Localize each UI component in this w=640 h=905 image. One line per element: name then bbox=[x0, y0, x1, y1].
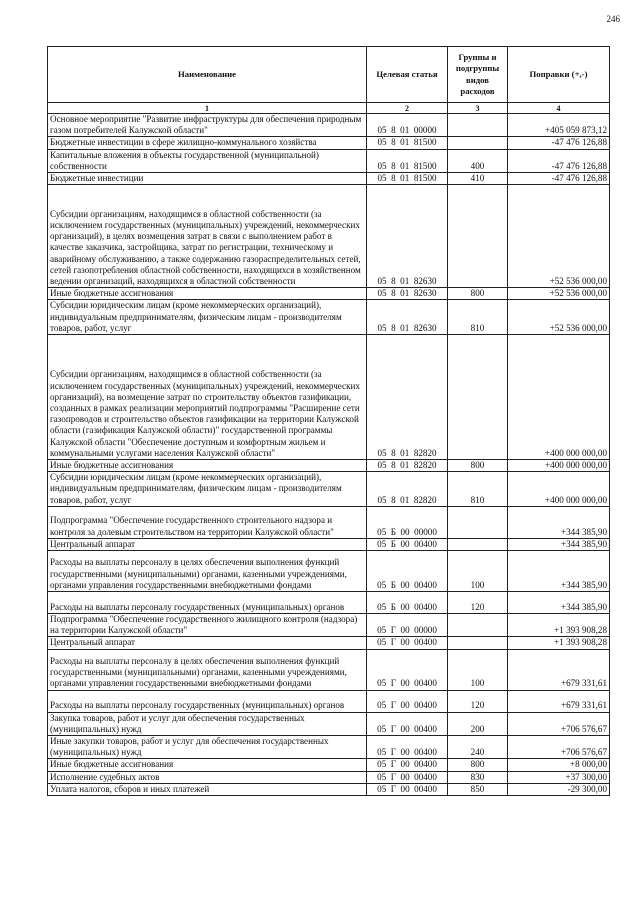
row-target-article-cell: 05 8 01 82630 bbox=[367, 288, 448, 300]
row-target-article-cell: 05 8 01 81500 bbox=[367, 149, 448, 172]
row-expense-group-cell bbox=[448, 614, 508, 637]
row-amendment-cell: +1 393 908,28 bbox=[508, 614, 610, 637]
row-expense-group-cell: 200 bbox=[448, 712, 508, 735]
row-amendment-cell: +706 576,67 bbox=[508, 712, 610, 735]
table-row bbox=[48, 185, 610, 288]
row-amendment-cell: +679 331,61 bbox=[508, 649, 610, 690]
row-expense-group-cell bbox=[448, 137, 508, 149]
row-expense-group-cell: 810 bbox=[448, 472, 508, 507]
row-name-cell: Центральный аппарат bbox=[48, 538, 367, 550]
row-name-cell: Расходы на выплаты персоналу государственных (муниципальных) органов bbox=[48, 592, 367, 614]
row-name-cell: Иные бюджетные ассигнования bbox=[48, 460, 367, 472]
row-target-article-cell: 05 Г 00 00000 bbox=[367, 614, 448, 637]
row-amendment-cell: -47 476 126,88 bbox=[508, 149, 610, 172]
header-expense-groups: Группы и подгруппы видов расходов bbox=[448, 47, 508, 103]
row-target-article-cell: 05 8 01 82820 bbox=[367, 472, 448, 507]
row-amendment-cell: +344 385,90 bbox=[508, 551, 610, 592]
column-number: 1 bbox=[48, 103, 367, 114]
row-target-article-cell: 05 8 01 81500 bbox=[367, 137, 448, 149]
row-amendment-cell: +679 331,61 bbox=[508, 690, 610, 712]
row-amendment-cell: +400 000 000,00 bbox=[508, 460, 610, 472]
row-expense-group-cell bbox=[448, 185, 508, 288]
row-target-article-cell: 05 Г 00 00400 bbox=[367, 736, 448, 759]
row-target-article-cell: 05 Б 00 00400 bbox=[367, 551, 448, 592]
row-expense-group-cell bbox=[448, 538, 508, 550]
row-amendment-cell: +344 385,90 bbox=[508, 592, 610, 614]
row-target-article-cell: 05 8 01 82820 bbox=[367, 460, 448, 472]
row-target-article-cell: 05 Г 00 00400 bbox=[367, 637, 448, 649]
row-amendment-cell: +8 000,00 bbox=[508, 759, 610, 771]
row-name-cell: Бюджетные инвестиции в сфере жилищно-коммунального хозяйства bbox=[48, 137, 367, 149]
row-amendment-cell: +52 536 000,00 bbox=[508, 288, 610, 300]
column-number: 4 bbox=[508, 103, 610, 114]
row-amendment-cell: +344 385,90 bbox=[508, 538, 610, 550]
row-name-cell: Основное мероприятие "Развитие инфраструктуры для обеспечения природным газом потребителей Калужской области" bbox=[48, 114, 367, 137]
column-number-row bbox=[48, 103, 610, 114]
row-amendment-cell: -47 476 126,88 bbox=[508, 137, 610, 149]
table-row bbox=[48, 649, 610, 690]
row-name-cell: Капитальные вложения в объекты государственной (муниципальной) собственности bbox=[48, 149, 367, 172]
row-expense-group-cell: 800 bbox=[448, 460, 508, 472]
page-number: 246 bbox=[606, 14, 620, 24]
row-name-cell: Субсидии организациям, находящимся в областной собственности (за исключением государственных (муниципальных) учреждений, некоммерческих организаций), в целях возмещения затрат в связи с выполнением работ в качестве заказчика, застройщика, затрат по регистрации, техническому и аварийному обслуживанию, а также содержанию газораспределительных сетей, сетей газопотребления областной собственности, находящихся в хозяйственном ведении организаций, находящихся в областной собственности bbox=[48, 185, 367, 288]
row-expense-group-cell: 830 bbox=[448, 771, 508, 783]
row-amendment-cell: +52 536 000,00 bbox=[508, 185, 610, 288]
row-name-cell: Иные закупки товаров, работ и услуг для обеспечения государственных (муниципальных) нужд bbox=[48, 736, 367, 759]
row-expense-group-cell: 100 bbox=[448, 551, 508, 592]
row-target-article-cell: 05 Б 00 00400 bbox=[367, 592, 448, 614]
row-target-article-cell: 05 8 01 82630 bbox=[367, 300, 448, 335]
row-target-article-cell: 05 Б 00 00000 bbox=[367, 506, 448, 538]
row-name-cell: Иные бюджетные ассигнования bbox=[48, 288, 367, 300]
table-header-row bbox=[48, 47, 610, 103]
row-target-article-cell: 05 8 01 81500 bbox=[367, 173, 448, 185]
row-target-article-cell: 05 Г 00 00400 bbox=[367, 783, 448, 795]
row-amendment-cell: -47 476 126,88 bbox=[508, 173, 610, 185]
table-row bbox=[48, 592, 610, 614]
table-row bbox=[48, 288, 610, 300]
table-row bbox=[48, 472, 610, 507]
row-expense-group-cell: 240 bbox=[448, 736, 508, 759]
table-row bbox=[48, 538, 610, 550]
table-row bbox=[48, 759, 610, 771]
table-body bbox=[48, 114, 610, 796]
row-name-cell: Закупка товаров, работ и услуг для обеспечения государственных (муниципальных) нужд bbox=[48, 712, 367, 735]
row-target-article-cell: 05 Г 00 00400 bbox=[367, 712, 448, 735]
row-target-article-cell: 05 Г 00 00400 bbox=[367, 771, 448, 783]
table-row bbox=[48, 460, 610, 472]
row-amendment-cell: +1 393 908,28 bbox=[508, 637, 610, 649]
table-row bbox=[48, 114, 610, 137]
row-amendment-cell: +344 385,90 bbox=[508, 506, 610, 538]
row-name-cell: Субсидии юридическим лицам (кроме некоммерческих организаций), индивидуальным предпринимателям, физическим лицам - производителям товаров, работ, услуг bbox=[48, 472, 367, 507]
row-name-cell: Субсидии юридическим лицам (кроме некоммерческих организаций), индивидуальным предпринимателям, физическим лицам - производителям товаров, работ, услуг bbox=[48, 300, 367, 335]
row-expense-group-cell bbox=[448, 335, 508, 460]
column-number: 3 bbox=[448, 103, 508, 114]
row-expense-group-cell bbox=[448, 637, 508, 649]
header-target-article: Целевая статья bbox=[367, 47, 448, 103]
budget-amendments-table bbox=[47, 46, 610, 796]
row-name-cell: Бюджетные инвестиции bbox=[48, 173, 367, 185]
row-expense-group-cell: 800 bbox=[448, 288, 508, 300]
row-expense-group-cell: 120 bbox=[448, 690, 508, 712]
table-row bbox=[48, 137, 610, 149]
table-row bbox=[48, 637, 610, 649]
row-expense-group-cell: 100 bbox=[448, 649, 508, 690]
header-amendments: Поправки (+,-) bbox=[508, 47, 610, 103]
row-name-cell: Подпрограмма "Обеспечение государственного строительного надзора и контроля за долевым строительством на территории Калужской области" bbox=[48, 506, 367, 538]
table-row bbox=[48, 771, 610, 783]
table-row bbox=[48, 335, 610, 460]
row-amendment-cell: +400 000 000,00 bbox=[508, 472, 610, 507]
row-expense-group-cell: 410 bbox=[448, 173, 508, 185]
row-target-article-cell: 05 Б 00 00400 bbox=[367, 538, 448, 550]
table-row bbox=[48, 300, 610, 335]
table-row bbox=[48, 149, 610, 172]
row-expense-group-cell: 120 bbox=[448, 592, 508, 614]
row-name-cell: Расходы на выплаты персоналу государственных (муниципальных) органов bbox=[48, 690, 367, 712]
table-row bbox=[48, 173, 610, 185]
row-target-article-cell: 05 Г 00 00400 bbox=[367, 649, 448, 690]
table-row bbox=[48, 690, 610, 712]
row-name-cell: Уплата налогов, сборов и иных платежей bbox=[48, 783, 367, 795]
row-name-cell: Иные бюджетные ассигнования bbox=[48, 759, 367, 771]
row-name-cell: Расходы на выплаты персоналу в целях обеспечения выполнения функций государственными (муниципальными) органами, казенными учреждениями, органами управления государственными внебюджетными фондами bbox=[48, 649, 367, 690]
table-row bbox=[48, 783, 610, 795]
row-target-article-cell: 05 8 01 00000 bbox=[367, 114, 448, 137]
header-name: Наименование bbox=[48, 47, 367, 103]
row-amendment-cell: +400 000 000,00 bbox=[508, 335, 610, 460]
row-expense-group-cell bbox=[448, 506, 508, 538]
table-row bbox=[48, 614, 610, 637]
row-target-article-cell: 05 Г 00 00400 bbox=[367, 759, 448, 771]
row-name-cell: Субсидии организациям, находящимся в областной собственности (за исключением государственных (муниципальных) учреждений, некоммерческих организаций), на возмещение затрат по строительству объектов газификации, созданных в рамках реализации мероприятий подпрограммы "Расширение сети газопроводов и строительство объектов газификации на территории Калужской области (газификация Калужской области)" государственной программы Калужской области "Обеспечение доступным и комфортным жильем и коммунальными услугами населения Калужской области" bbox=[48, 335, 367, 460]
row-amendment-cell: -29 300,00 bbox=[508, 783, 610, 795]
table-row bbox=[48, 712, 610, 735]
row-amendment-cell: +405 059 873,12 bbox=[508, 114, 610, 137]
row-expense-group-cell: 800 bbox=[448, 759, 508, 771]
table-row bbox=[48, 551, 610, 592]
row-target-article-cell: 05 8 01 82630 bbox=[367, 185, 448, 288]
row-expense-group-cell: 850 bbox=[448, 783, 508, 795]
row-amendment-cell: +706 576,67 bbox=[508, 736, 610, 759]
row-name-cell: Подпрограмма "Обеспечение государственного жилищного контроля (надзора) на территории Калужской области" bbox=[48, 614, 367, 637]
row-name-cell: Центральный аппарат bbox=[48, 637, 367, 649]
row-expense-group-cell bbox=[448, 114, 508, 137]
row-expense-group-cell: 400 bbox=[448, 149, 508, 172]
row-target-article-cell: 05 8 01 82820 bbox=[367, 335, 448, 460]
row-name-cell: Расходы на выплаты персоналу в целях обеспечения выполнения функций государственными (муниципальными) органами, казенными учреждениями, органами управления государственными внебюджетными фондами bbox=[48, 551, 367, 592]
row-expense-group-cell: 810 bbox=[448, 300, 508, 335]
row-amendment-cell: +37 300,00 bbox=[508, 771, 610, 783]
table-row bbox=[48, 506, 610, 538]
table-row bbox=[48, 736, 610, 759]
row-amendment-cell: +52 536 000,00 bbox=[508, 300, 610, 335]
column-number: 2 bbox=[367, 103, 448, 114]
row-target-article-cell: 05 Г 00 00400 bbox=[367, 690, 448, 712]
row-name-cell: Исполнение судебных актов bbox=[48, 771, 367, 783]
